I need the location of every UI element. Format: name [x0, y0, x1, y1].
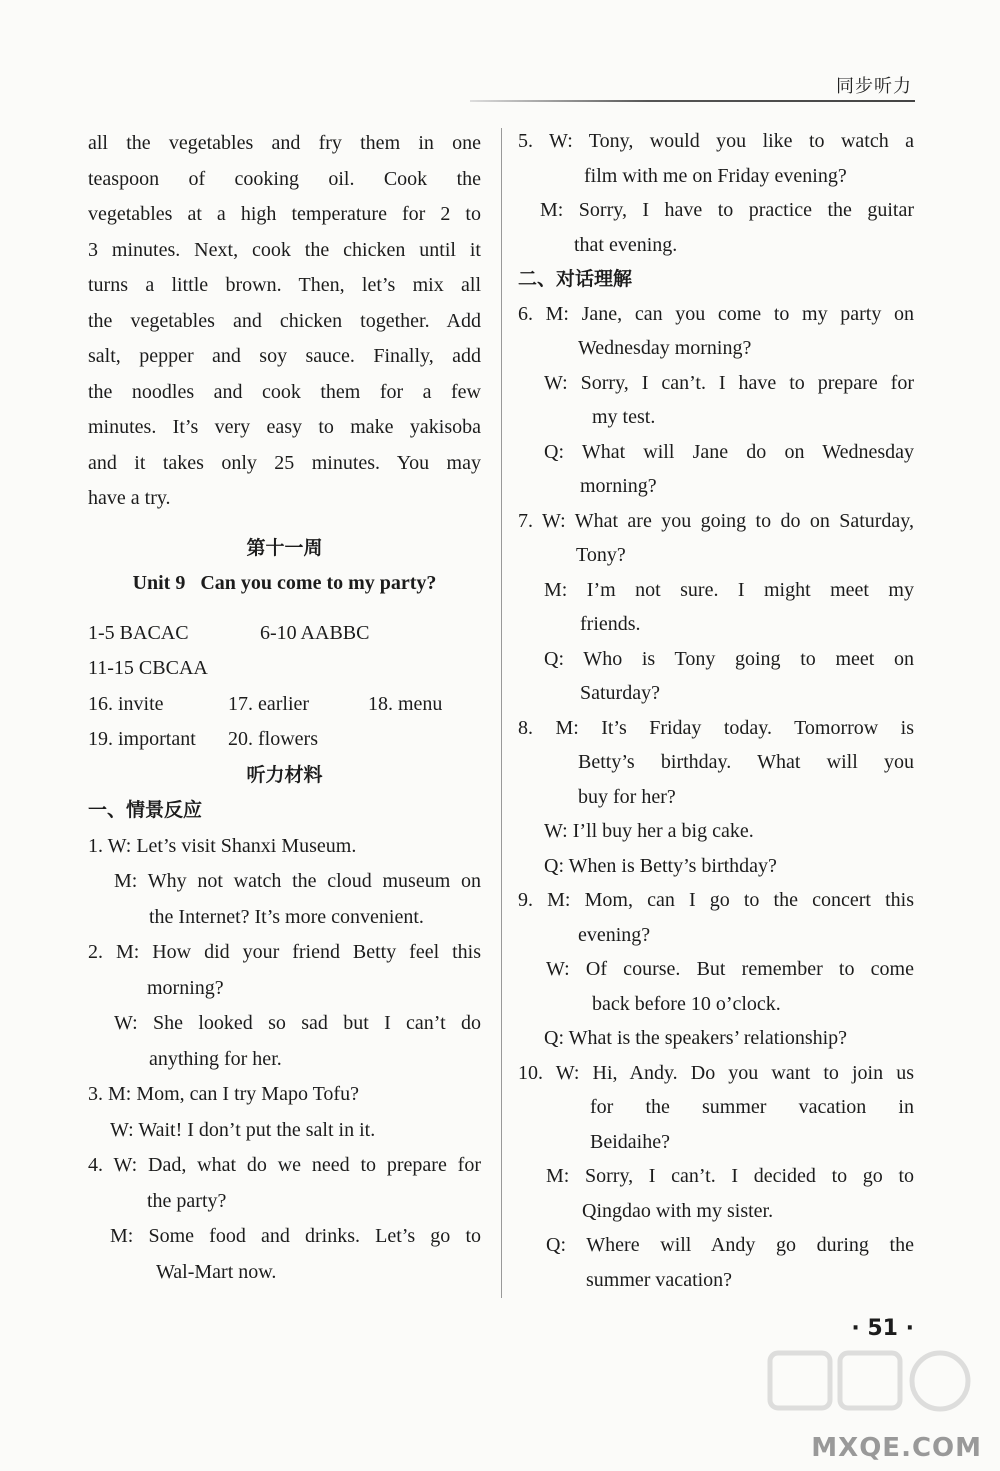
running-header-title: 同步听力	[836, 76, 912, 97]
dialog-line: Betty’s birthday. What will you	[578, 751, 914, 773]
dialog-line: M: Sorry, I can’t. I decided to go to	[546, 1165, 914, 1187]
right-column	[518, 124, 914, 1297]
dialog-line: W: I’ll buy her a big cake.	[544, 820, 754, 842]
dialog-line: Beidaihe?	[590, 1130, 670, 1153]
answer-16: 16. invite	[88, 692, 164, 715]
dialog-line: Wednesday morning?	[578, 337, 752, 359]
dialog-line: 2. M: How did your friend Betty feel this	[88, 941, 481, 963]
unit-title: Unit 9 Can you come to my party?	[132, 572, 437, 594]
dialog-line: friends.	[580, 613, 641, 635]
left-column	[88, 126, 481, 1290]
recipe-paragraph	[88, 126, 481, 517]
dialog-line: 4. W: Dad, what do we need to prepare for	[88, 1154, 481, 1176]
text-line: have a try.	[88, 487, 171, 509]
section-title: 一、情景反应	[88, 799, 203, 821]
dialog-line: M: Sorry, I have to practice the guitar	[540, 199, 914, 221]
text-line: the noodles and cook them for a few	[88, 380, 481, 403]
dialog-line: morning?	[580, 475, 657, 497]
dialog-line: Qingdao with my sister.	[582, 1199, 774, 1222]
dialog-line: that evening.	[574, 233, 678, 256]
text-line: 3 minutes. Next, cook the chicken until it	[88, 238, 481, 261]
dialog-line: 1. W: Let’s visit Shanxi Museum.	[88, 834, 357, 857]
dialog-line: W: She looked so sad but I can’t do	[114, 1012, 481, 1034]
dialog-line: morning?	[147, 976, 224, 999]
dialog-list	[88, 829, 481, 1291]
dialog-line: M: Why not watch the cloud museum on	[114, 870, 481, 892]
dialog-line: W: Of course. But remember to come	[546, 958, 914, 980]
dialog-line: the Internet? It’s more convenient.	[149, 905, 424, 928]
dialog-line: 10. W: Hi, Andy. Do you want to join us	[518, 1061, 914, 1084]
dialog-line: Q: When is Betty’s birthday?	[544, 854, 777, 877]
dialog-line: M: I’m not sure. I might meet my	[544, 578, 914, 601]
text-line: minutes. It’s very easy to make yakisoba	[88, 416, 481, 438]
dialog-line: evening?	[578, 923, 651, 946]
header-rule	[470, 100, 915, 102]
answer-18: 18. menu	[368, 692, 443, 715]
page-number: · 51 ·	[851, 1316, 914, 1341]
dialog-line: Wal-Mart now.	[156, 1260, 277, 1283]
dialog-line: back before 10 o’clock.	[592, 992, 781, 1015]
answer-20: 20. flowers	[228, 728, 318, 750]
dialog-line: Q: What is the speakers’ relationship?	[544, 1027, 848, 1049]
answer-1-5: 1-5 BACAC	[88, 621, 189, 644]
column-divider	[501, 128, 502, 1298]
dialog-list	[518, 297, 914, 1298]
dialog-line: M: Some food and drinks. Let’s go to	[110, 1225, 481, 1247]
dialog-line: anything for her.	[149, 1047, 282, 1070]
dialog-line: 7. W: What are you going to do on Saturday,	[518, 509, 914, 532]
answer-17: 17. earlier	[228, 692, 310, 715]
dialog-line: 5. W: Tony, would you like to watch a	[518, 130, 914, 152]
dialog-line: W: Wait! I don’t put the salt in it.	[110, 1118, 376, 1141]
answer-11-15: 11-15 CBCAA	[88, 657, 208, 679]
text-line: teaspoon of cooking oil. Cook the	[88, 167, 481, 190]
text-line: the vegetables and chicken together. Add	[88, 309, 481, 332]
dialog-line: 3. M: Mom, can I try Mapo Tofu?	[88, 1083, 359, 1105]
dialog-line: my test.	[592, 406, 656, 428]
answer-6-10: 6-10 AABBC	[260, 621, 370, 644]
text-line: salt, pepper and soy sauce. Finally, add	[88, 345, 481, 367]
answer-key	[88, 616, 481, 758]
dialog-line: for the summer vacation in	[590, 1096, 914, 1118]
dialog-line: summer vacation?	[586, 1268, 733, 1291]
dialog-line: the party?	[147, 1189, 227, 1212]
answer-19: 19. important	[88, 728, 196, 750]
text-line: vegetables at a high temperature for 2 to	[88, 203, 481, 225]
dialog-line: 9. M: Mom, can I go to the concert this	[518, 889, 914, 911]
dialog-list	[518, 124, 914, 262]
dialog-line: Saturday?	[580, 682, 660, 704]
text-line: all the vegetables and fry them in one	[88, 132, 481, 154]
text-line: turns a little brown. Then, let’s mix all	[88, 274, 481, 296]
text-line: and it takes only 25 minutes. You may	[88, 451, 481, 474]
dialog-line: W: Sorry, I can’t. I have to prepare for	[544, 371, 914, 394]
week-title: 第十一周	[246, 536, 323, 559]
materials-title: 听力材料	[246, 763, 323, 786]
dialog-line: Q: Where will Andy go during the	[546, 1234, 914, 1256]
dialog-line: Q: Who is Tony going to meet on	[544, 647, 914, 670]
section-title: 二、对话理解	[518, 268, 633, 290]
dialog-line: 6. M: Jane, can you come to my party on	[518, 302, 914, 325]
watermark-text: MXQE.COM	[811, 1433, 982, 1463]
dialog-line: film with me on Friday evening?	[584, 164, 847, 187]
dialog-line: Q: What will Jane do on Wednesday	[544, 440, 914, 463]
dialog-line: buy for her?	[578, 785, 676, 808]
dialog-line: 8. M: It’s Friday today. Tomorrow is	[518, 716, 914, 739]
dialog-line: Tony?	[576, 544, 626, 566]
